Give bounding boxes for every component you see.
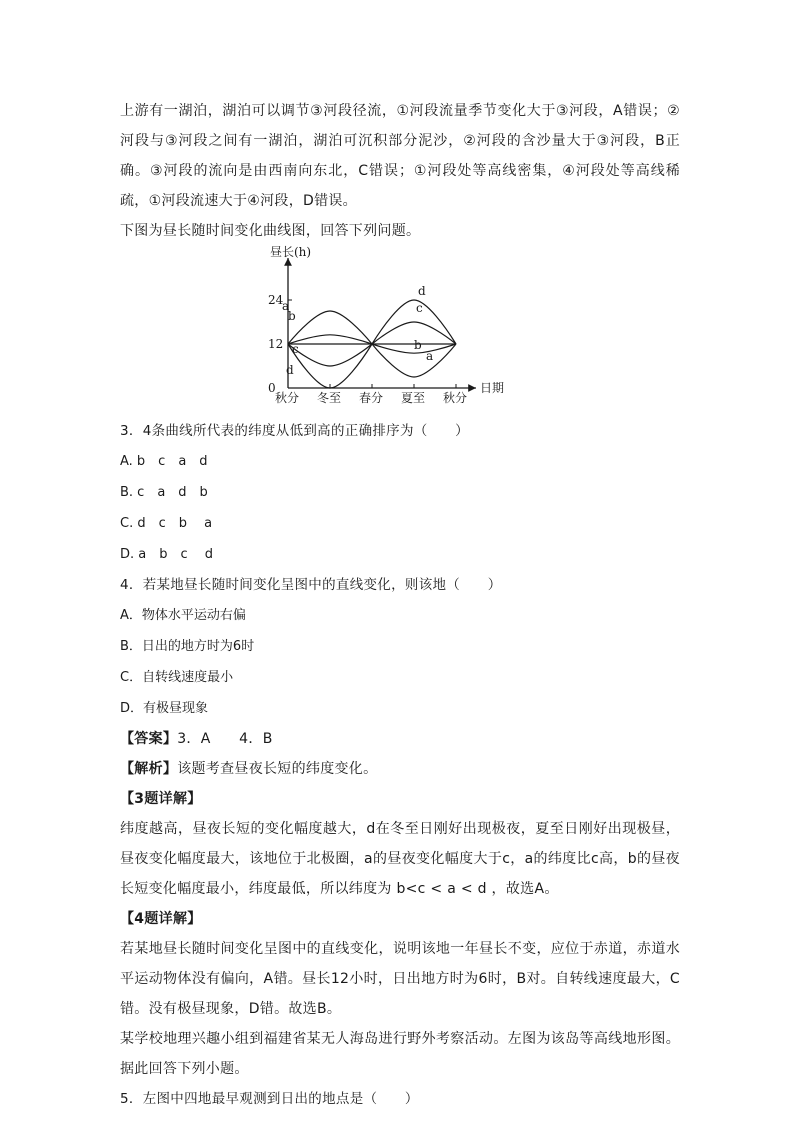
q5-stem: 5．左图中四地最早观测到日出的地点是（ ） — [120, 1091, 419, 1107]
y-tick-label: 24 — [268, 293, 284, 307]
answer-line — [120, 724, 680, 754]
q3-option-b[interactable]: B. c a d b — [120, 485, 208, 500]
q4-detail-text: 若某地昼长随时间变化呈图中的直线变化，说明该地一年昼长不变，应位于赤道，赤道水平运动物体没有偏向，A错。昼长12小时，日出地方时为6时，B对。自转线速度最大，C错。没有极昼现象，D错。故选B。 — [120, 941, 680, 1017]
intro-paragraph: 上游有一湖泊，湖泊可以调节③河段径流，①河段流量季节变化大于③河段，A错误；②河段与③河段之间有一湖泊，湖泊可沉积部分泥沙，②河段的含沙量大于③河段，B正确。③河段的流向是由西南向东北，C错误；①河段处等高线密集，④河段处等高线稀疏，①河段流速大于④河段，D错误。 — [120, 103, 680, 209]
q3-option-d[interactable]: D. a b c d — [120, 547, 214, 562]
q3-detail-heading: 【3题详解】 — [120, 791, 202, 807]
next-intro: 某学校地理兴趣小组到福建省某无人海岛进行野外考察活动。左图为该岛等高线地形图。据此回答下列小题。 — [120, 1031, 680, 1077]
x-tick-label: 冬至 — [317, 391, 342, 405]
q3-options — [120, 446, 680, 570]
q4-detail-heading: 【4题详解】 — [120, 911, 202, 927]
series-label-a: a — [282, 299, 290, 313]
q4-options — [120, 600, 680, 724]
series-label-d: d — [418, 284, 426, 298]
q4-option-a[interactable]: A．物体水平运动右偏 — [120, 608, 246, 623]
chart-intro: 下图为昼长随时间变化曲线图，回答下列问题。 — [120, 223, 421, 239]
x-tick-label: 春分 — [359, 391, 384, 405]
series-label-c: c — [416, 301, 423, 315]
answer-tag: 【答案】 — [120, 731, 178, 747]
q3-option-c[interactable]: C. d c b a — [120, 516, 213, 531]
series-label-d: d — [286, 363, 294, 377]
q3-stem: 3．4条曲线所代表的纬度从低到高的正确排序为（ ） — [120, 423, 469, 439]
daylength-chart-svg — [260, 245, 505, 416]
series-label-b: b — [288, 309, 296, 323]
daylength-chart — [120, 246, 680, 416]
y-axis-label: 昼长(h) — [270, 245, 312, 259]
document-page — [120, 96, 680, 1114]
q4-stem: 4．若某地昼长随时间变化呈图中的直线变化，则该地（ ） — [120, 577, 502, 593]
y-tick-label: 12 — [268, 337, 284, 351]
x-tick-label: 秋分 — [443, 391, 468, 405]
x-axis-label: 日期 — [480, 381, 505, 395]
analysis-text: 该题考查昼夜长短的纬度变化。 — [177, 761, 378, 777]
y-tick-label: 0 — [268, 381, 276, 395]
x-tick-label: 夏至 — [401, 391, 426, 405]
q3-detail-text: 纬度越高，昼夜长短的变化幅度越大，d在冬至日刚好出现极夜，夏至日刚好出现极昼，昼夜变化幅度最大，该地位于北极圈，a的昼夜变化幅度大于c，a的纬度比c高，b的昼夜长短变化幅度最小，纬度最低，所以纬度为 b<c < a < d ，故选A。 — [120, 821, 680, 897]
x-tick-label: 秋分 — [275, 391, 300, 405]
q4-option-d[interactable]: D．有极昼现象 — [120, 701, 209, 716]
series-label-c: c — [292, 342, 299, 356]
analysis-line — [120, 754, 680, 784]
q4-option-c[interactable]: C．自转线速度最小 — [120, 670, 234, 685]
series-label-a: a — [426, 349, 434, 363]
q3-option-a[interactable]: A. b c a d — [120, 454, 208, 469]
series-label-b: b — [414, 338, 422, 352]
q4-option-b[interactable]: B．日出的地方时为6时 — [120, 639, 255, 654]
analysis-tag: 【解析】 — [120, 761, 178, 777]
answer-text: 3．A 4．B — [177, 731, 273, 747]
